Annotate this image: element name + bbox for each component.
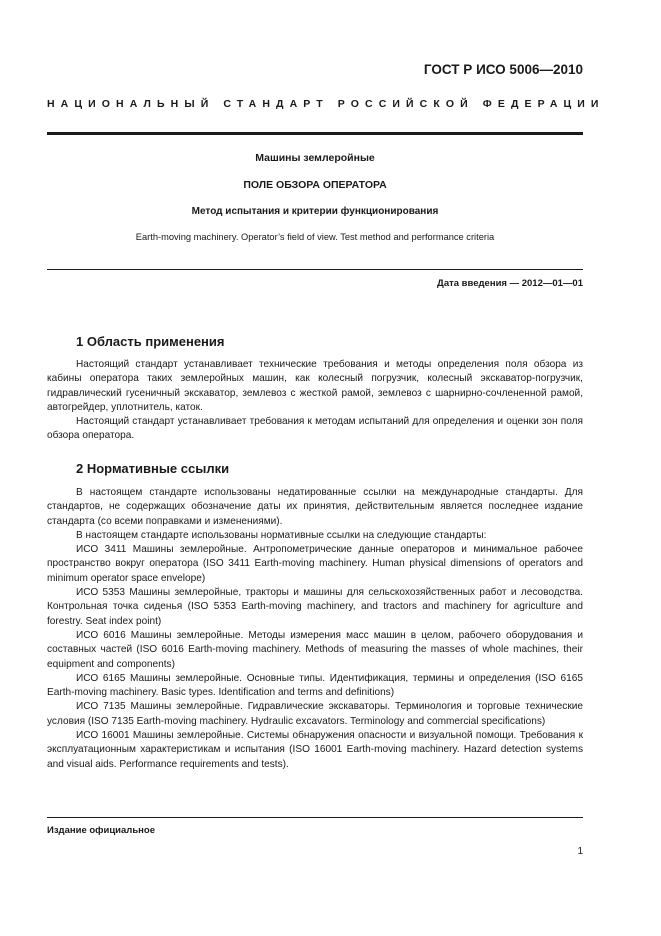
header-divider [47, 132, 583, 135]
section-heading-references: 2 Нормативные ссылки [76, 461, 230, 476]
title-line-3: Метод испытания и критерии функционирования [191, 206, 439, 217]
page-number: 1 [577, 846, 583, 857]
footer-divider [47, 817, 583, 818]
reference-item: ИСО 3411 Машины землеройные. Антропометрические данные операторов и минимальное рабочее пространство вокруг оператора (ISO 3411 Earth-moving machinery. Human physical dimensions of operators and minimum operator space envelope) [47, 544, 583, 584]
title-line-2: ПОЛЕ ОБЗОРА ОПЕРАТОРА [243, 179, 387, 191]
introduction-date: Дата введения — 2012—01—01 [437, 278, 583, 289]
paragraph: В настоящем стандарте использованы недатированные ссылки на международные стандарты. Для стандартов, не содержащих обозначение даты их принятия, действительным является последнее издание стандарта (со всеми поправками и изменениями). [47, 487, 583, 527]
reference-item: ИСО 5353 Машины землеройные, тракторы и машины для сельскохозяйственных работ и лесоводства. Контрольная точка сиденья (ISO 5353 Earth-moving machinery, and tractors and machinery for agriculture and forestry. Seat index point) [47, 587, 583, 627]
section-body-references [47, 486, 583, 772]
reference-item: ИСО 6165 Машины землеройные. Основные типы. Идентификация, термины и определения (ISO 6165 Earth-moving machinery. Basic types. Identification and terms and definitions) [47, 672, 583, 699]
reference-item: ИСО 7135 Машины землеройные. Гидравлические экскаваторы. Терминология и торговые технические условия (ISO 7135 Earth-moving machinery. Hydraulic excavators. Terminology and commercial specifications) [47, 701, 583, 727]
document-number: ГОСТ Р ИСО 5006—2010 [423, 62, 583, 77]
paragraph: В настоящем стандарте использованы нормативные ссылки на следующие стандарты: [76, 529, 487, 541]
national-standard-banner: НАЦИОНАЛЬНЫЙ СТАНДАРТ РОССИЙСКОЙ ФЕДЕРАЦИИ [47, 98, 605, 110]
title-line-1: Машины землеройные [255, 152, 375, 164]
section-heading-scope: 1 Область применения [76, 334, 225, 349]
paragraph: Настоящий стандарт устанавливает технические требования и методы определения поля обзора из кабины оператора таких землеройных машин, как колесный погрузчик, колесный экскаватор-погрузчик, гидравлический гусеничный экскаватор, землевоз с жесткой рамой, землевоз с шарнирно-сочлененной рамой, автогрейдер, уплотнитель, каток. [47, 359, 583, 413]
official-edition-label: Издание официальное [47, 825, 155, 836]
title-divider [47, 269, 583, 270]
reference-item: ИСО 16001 Машины землеройные. Системы обнаружения опасности и визуальной помощи. Требования к эксплуатационным характеристикам и испытания (ISO 16001 Earth-moving machinery. Hazard detection systems and visual aids. Performance requirements and tests). [47, 730, 583, 770]
reference-item: ИСО 6016 Машины землеройные. Методы измерения масс машин в целом, рабочего оборудования и составных частей (ISO 6016 Earth-moving machinery. Methods of measuring the masses of whole machines, their equipment and components) [47, 629, 583, 670]
title-english: Earth-moving machinery. Operator’s field of view. Test method and performance criteria [135, 232, 495, 242]
section-body-scope [47, 358, 583, 444]
paragraph: Настоящий стандарт устанавливает требования к методам испытаний для определения и оценки зон поля обзора оператора. [47, 416, 583, 442]
